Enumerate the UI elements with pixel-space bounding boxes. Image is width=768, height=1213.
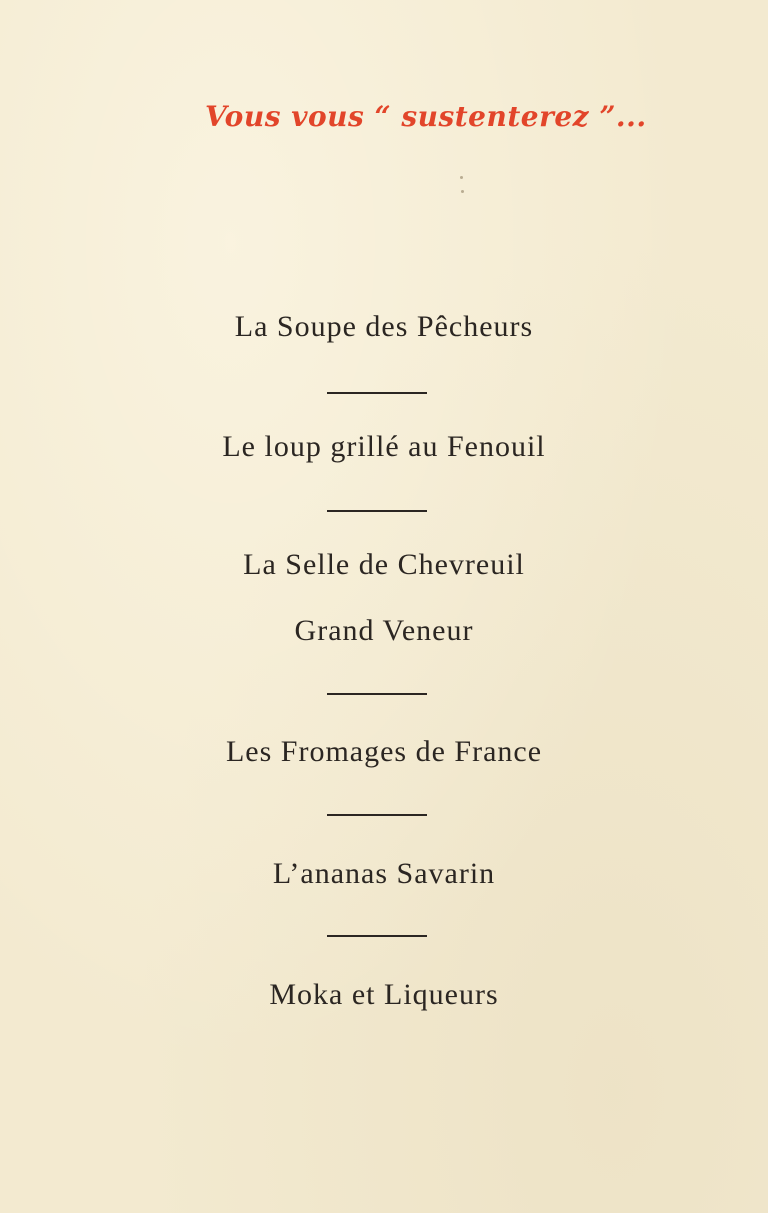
dish-venison-sauce: Grand Veneur	[294, 614, 474, 647]
paper-speck	[460, 176, 463, 179]
menu-heading: Vous vous “ sustenterez ”...	[205, 100, 647, 133]
divider-rule	[327, 392, 427, 394]
dish-cheese: Les Fromages de France	[225, 735, 543, 768]
dish-dessert: L’ananas Savarin	[272, 857, 496, 890]
dish-soup: La Soupe des Pêcheurs	[234, 310, 534, 343]
dish-venison: La Selle de Chevreuil	[243, 548, 525, 581]
divider-rule	[327, 693, 427, 695]
dish-fish: Le loup grillé au Fenouil	[222, 430, 546, 463]
dish-coffee: Moka et Liqueurs	[269, 978, 499, 1011]
divider-rule	[327, 510, 427, 512]
paper-speck	[461, 190, 464, 193]
divider-rule	[327, 935, 427, 937]
divider-rule	[327, 814, 427, 816]
